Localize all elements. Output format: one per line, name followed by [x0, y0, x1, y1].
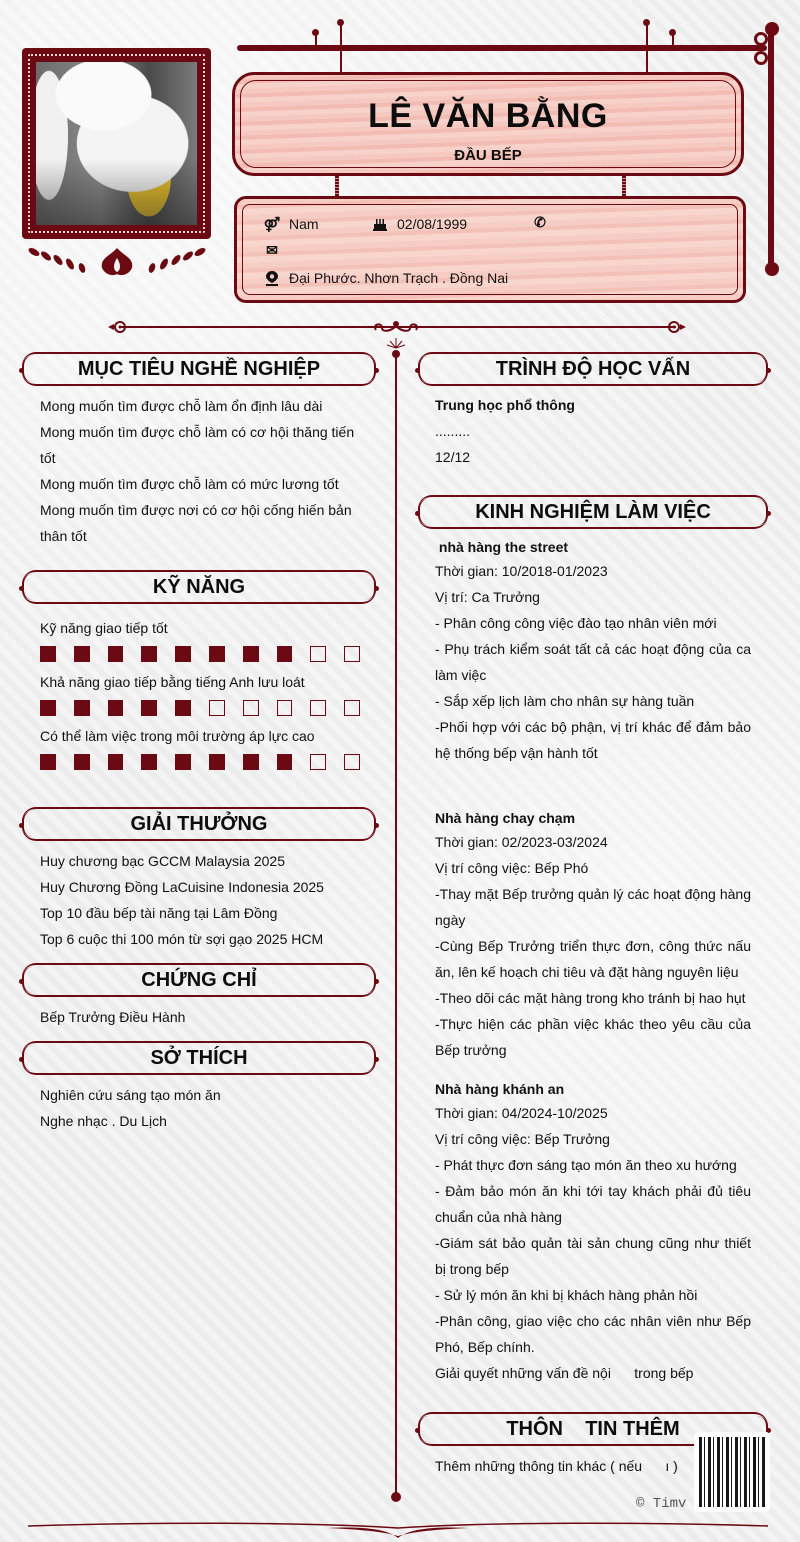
- phone-icon: ✆: [534, 213, 546, 230]
- objective-list: [40, 393, 360, 549]
- pin-head: [669, 29, 676, 36]
- job-duty: -Cùng Bếp Trưởng triển thực đơn, công thức nấu ăn, lên kế hoạch chi tiêu và đặt hàng nguyên liệu: [435, 938, 751, 980]
- additional-info-text: Thêm những thông tin khác ( nếu ı ): [435, 1458, 678, 1474]
- certificate-item: Bếp Trưởng Điều Hành: [40, 1009, 186, 1025]
- column-divider: [395, 352, 397, 1497]
- divider-end-ornament-icon: [666, 320, 688, 334]
- section-header-education: [418, 352, 768, 386]
- sign-chain: [622, 176, 626, 197]
- footer-flourish-icon: [28, 1520, 768, 1542]
- education-major: .........: [435, 423, 471, 439]
- job-duty: -Thực hiện các phần việc khác theo yêu cầu của Bếp trưởng: [435, 1016, 751, 1058]
- profile-photo: [36, 62, 197, 225]
- job-company: Nhà hàng khánh an: [435, 1081, 565, 1097]
- section-header-experience: [418, 495, 768, 529]
- gender-field: [263, 216, 319, 232]
- sign-chain: [335, 176, 339, 197]
- sign-hanger-pole: [768, 28, 774, 272]
- job-duty: -Theo dõi các mặt hàng trong kho tránh bị hao hụt: [435, 990, 746, 1006]
- job-title: ĐẦU BẾP: [454, 147, 522, 164]
- job-duty: - Đảm bảo món ăn khi tới tay khách phải đủ tiêu chuẩn của nhà hàng: [435, 1183, 751, 1225]
- column-divider-end: [391, 1492, 401, 1502]
- job-duty: -Phân công, giao việc cho các nhân viên như Bếp Phó, Bếp chính.: [435, 1313, 751, 1355]
- address-field: [263, 270, 508, 286]
- job-company: nhà hàng the street: [435, 539, 569, 555]
- job-entry: [435, 535, 751, 766]
- pin-head: [643, 19, 650, 26]
- section-title: THÔN TIN THÊM: [506, 1417, 680, 1440]
- divider-end-ornament-icon: [106, 320, 128, 334]
- skills-list: [40, 618, 360, 780]
- section-header-objective: [22, 352, 376, 386]
- job-duty: - Phát thực đơn sáng tạo món ăn theo xu hướng: [435, 1157, 737, 1173]
- job-duty: -Thay mặt Bếp trưởng quản lý các hoạt động hàng ngày: [435, 886, 751, 928]
- award-item: Top 6 cuộc thi 100 món từ sợi gạo 2025 HCM: [40, 931, 324, 947]
- job-time: Thời gian: 10/2018-01/2023: [435, 563, 608, 579]
- section-header-certificates: [22, 963, 376, 997]
- objective-item: Mong muốn tìm được chỗ làm có cơ hội thăng tiến tốt: [40, 424, 355, 466]
- skill-label: Kỹ năng giao tiếp tốt: [40, 620, 168, 636]
- section-title: KỸ NĂNG: [152, 575, 246, 598]
- pin-head: [312, 29, 319, 36]
- candidate-name: LÊ VĂN BẰNG: [368, 97, 608, 135]
- watermark: © Timv: [636, 1496, 687, 1512]
- photo-border: [28, 54, 205, 233]
- job-duty: -Phối hợp với các bộ phận, vị trí khác để đảm bảo hệ thống bếp vận hành tốt: [435, 719, 751, 761]
- school-name: Trung học phổ thông: [435, 397, 575, 413]
- hobby-item: Nghe nhạc . Du Lịch: [40, 1113, 167, 1129]
- job-duty: Giải quyết những vấn đề nội trong bếp: [435, 1365, 694, 1381]
- objective-item: Mong muốn tìm được nơi có cơ hội cống hiến bản thân tốt: [40, 502, 352, 544]
- qr-code[interactable]: [694, 1432, 770, 1512]
- section-title: CHỨNG CHỈ: [141, 968, 257, 991]
- phone-field: [531, 214, 557, 230]
- section-title: SỞ THÍCH: [150, 1046, 248, 1069]
- award-item: Top 10 đầu bếp tài năng tại Lâm Đồng: [40, 905, 278, 921]
- birthday-value: 02/08/1999: [397, 216, 468, 232]
- skill-label: Khả năng giao tiếp bằng tiếng Anh lưu loát: [40, 674, 305, 690]
- job-position: Vị trí công việc: Bếp Trưởng: [435, 1131, 610, 1147]
- job-time: Thời gian: 04/2024-10/2025: [435, 1105, 608, 1121]
- contact-board: [234, 196, 746, 303]
- job-entry: [435, 1077, 751, 1386]
- section-title: KINH NGHIỆM LÀM VIỆC: [475, 500, 711, 523]
- pole-knob-top: [765, 22, 779, 36]
- job-duty: - Phân công công việc đào tạo nhân viên mới: [435, 615, 717, 631]
- pole-ring: [754, 32, 768, 46]
- sign-rod: [340, 22, 342, 72]
- section-header-hobbies: [22, 1041, 376, 1075]
- pole-ring: [754, 51, 768, 65]
- hobbies-list: [40, 1082, 360, 1134]
- objective-item: Mong muốn tìm được chỗ làm ổn định lâu dài: [40, 398, 323, 414]
- skill-rating: [40, 754, 360, 770]
- awards-list: [40, 848, 360, 952]
- education-block: [435, 392, 751, 470]
- hobby-item: Nghiên cứu sáng tạo món ăn: [40, 1087, 221, 1103]
- job-position: Vị trí: Ca Trưởng: [435, 589, 540, 605]
- job-duty: - Sắp xếp lịch làm cho nhân sự hàng tuần: [435, 693, 695, 709]
- job-duty: - Phụ trách kiểm soát tất cả các hoạt động của ca làm việc: [435, 641, 751, 683]
- birthday-field: [371, 216, 467, 232]
- envelope-icon: ✉: [266, 241, 278, 258]
- skill-label: Có thể làm việc trong môi trường áp lực cao: [40, 728, 315, 744]
- job-company: Nhà hàng chay chạm: [435, 810, 576, 826]
- education-grade: 12/12: [435, 449, 471, 465]
- job-time: Thời gian: 02/2023-03/2024: [435, 834, 608, 850]
- photo-frame: [22, 48, 211, 239]
- gender-icon: ⚤: [263, 215, 281, 232]
- certificates-list: [40, 1004, 360, 1030]
- skill-rating: [40, 700, 360, 716]
- section-header-awards: [22, 807, 376, 841]
- cake-icon: [371, 216, 389, 232]
- section-title: MỤC TIÊU NGHỀ NGHIỆP: [77, 357, 321, 380]
- sign-rod: [646, 22, 648, 72]
- qr-code-pattern: [699, 1437, 765, 1507]
- address-value: Đại Phước. Nhơn Trạch . Đồng Nai: [289, 270, 509, 286]
- job-position: Vị trí công việc: Bếp Phó: [435, 860, 589, 876]
- section-title: TRÌNH ĐỘ HỌC VẤN: [495, 357, 691, 380]
- job-entry: [435, 806, 751, 1063]
- award-item: Huy chương bạc GCCM Malaysia 2025: [40, 853, 285, 869]
- email-field: [263, 242, 289, 258]
- name-board: [232, 72, 744, 176]
- map-pin-icon: [263, 270, 281, 286]
- section-header-skills: [22, 570, 376, 604]
- objective-item: Mong muốn tìm được chỗ làm có mức lương tốt: [40, 476, 339, 492]
- job-duty: - Sử lý món ăn khi bị khách hàng phản hồi: [435, 1287, 698, 1303]
- job-duty: -Giám sát bảo quản tài sản chung cũng như thiết bị trong bếp: [435, 1235, 751, 1277]
- gender-value: Nam: [289, 216, 319, 232]
- section-title: GIẢI THƯỞNG: [130, 812, 268, 835]
- award-item: Huy Chương Đồng LaCuisine Indonesia 2025: [40, 879, 324, 895]
- skill-rating: [40, 646, 360, 662]
- pole-knob-bottom: [765, 262, 779, 276]
- pin-head: [337, 19, 344, 26]
- laurel-ornament-icon: [24, 244, 210, 280]
